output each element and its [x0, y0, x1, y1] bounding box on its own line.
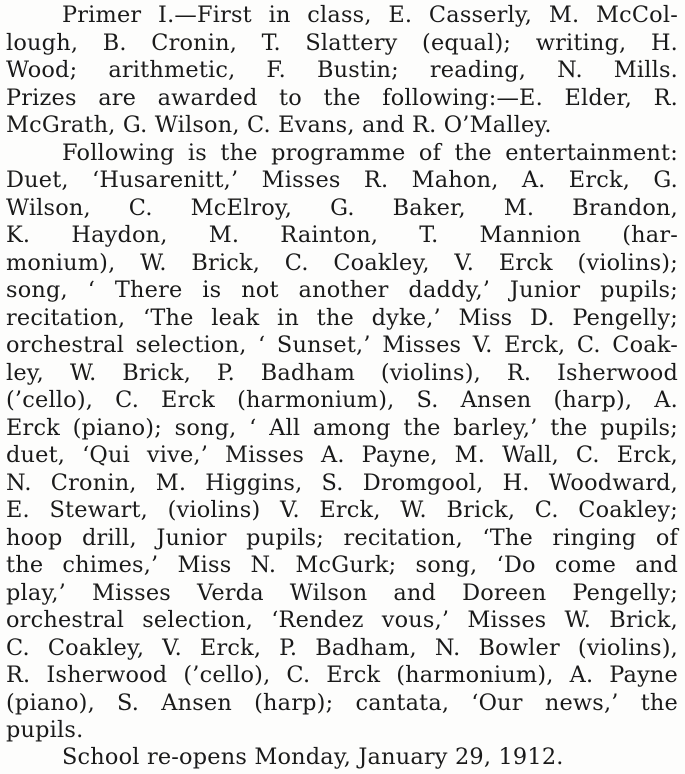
- text-line: Wood; arithmetic, F. Bustin; reading, N. Mills.: [6, 57, 678, 83]
- text-line: N. Cronin, M. Higgins, S. Dromgool, H. Woodward,: [6, 470, 678, 496]
- text-line: hoop drill, Junior pupils; recitation, ‘The ringing of: [6, 525, 678, 551]
- text-line: School re-opens Monday, January 29, 1912.: [62, 744, 564, 770]
- text-line: E. Stewart, (violins) V. Erck, W. Brick, C. Coakley;: [6, 497, 678, 523]
- text-line: song, ‘ There is not another daddy,’ Junior pupils;: [6, 277, 678, 303]
- text-line: Primer I.—First in class, E. Casserly, M. McCol-: [62, 2, 678, 28]
- text-line: duet, ‘Qui vive,’ Misses A. Payne, M. Wall, C. Erck,: [6, 442, 678, 468]
- text-line: ley, W. Brick, P. Badham (violins), R. Isherwood: [6, 360, 678, 386]
- text-line: C. Coakley, V. Erck, P. Badham, N. Bowler (violins),: [6, 635, 678, 661]
- text-line: K. Haydon, M. Rainton, T. Mannion (har-: [6, 222, 678, 248]
- text-line: McGrath, G. Wilson, C. Evans, and R. O’Malley.: [6, 112, 552, 138]
- text-line: (’cello), C. Erck (harmonium), S. Ansen (harp), A.: [6, 387, 678, 413]
- text-line: Wilson, C. McElroy, G. Baker, M. Brandon,: [6, 195, 678, 221]
- text-line: play,’ Misses Verda Wilson and Doreen Pengelly;: [6, 580, 678, 606]
- text-line: Erck (piano); song, ‘ All among the barley,’ the pupils;: [6, 415, 678, 441]
- text-line: monium), W. Brick, C. Coakley, V. Erck (violins);: [6, 250, 678, 276]
- text-line: pupils.: [6, 717, 84, 743]
- text-line: Duet, ‘Husarenitt,’ Misses R. Mahon, A. Erck, G.: [6, 167, 678, 193]
- text-line: (piano), S. Ansen (harp); cantata, ‘Our news,’ the: [6, 690, 678, 716]
- text-line: Following is the programme of the entertainment:: [62, 140, 678, 166]
- text-line: orchestral selection, ‘Rendez vous,’ Misses W. Brick,: [6, 607, 678, 633]
- text-line: the chimes,’ Miss N. McGurk; song, ‘Do come and: [6, 552, 678, 578]
- text-line: recitation, ‘The leak in the dyke,’ Miss D. Pengelly;: [6, 305, 678, 331]
- text-line: orchestral selection, ‘ Sunset,’ Misses V. Erck, C. Coak-: [6, 332, 678, 358]
- text-line: lough, B. Cronin, T. Slattery (equal); writing, H.: [6, 30, 678, 56]
- text-line: Prizes are awarded to the following:—E. Elder, R.: [6, 85, 678, 111]
- text-line: R. Isherwood (’cello), C. Erck (harmonium), A. Payne: [6, 662, 678, 688]
